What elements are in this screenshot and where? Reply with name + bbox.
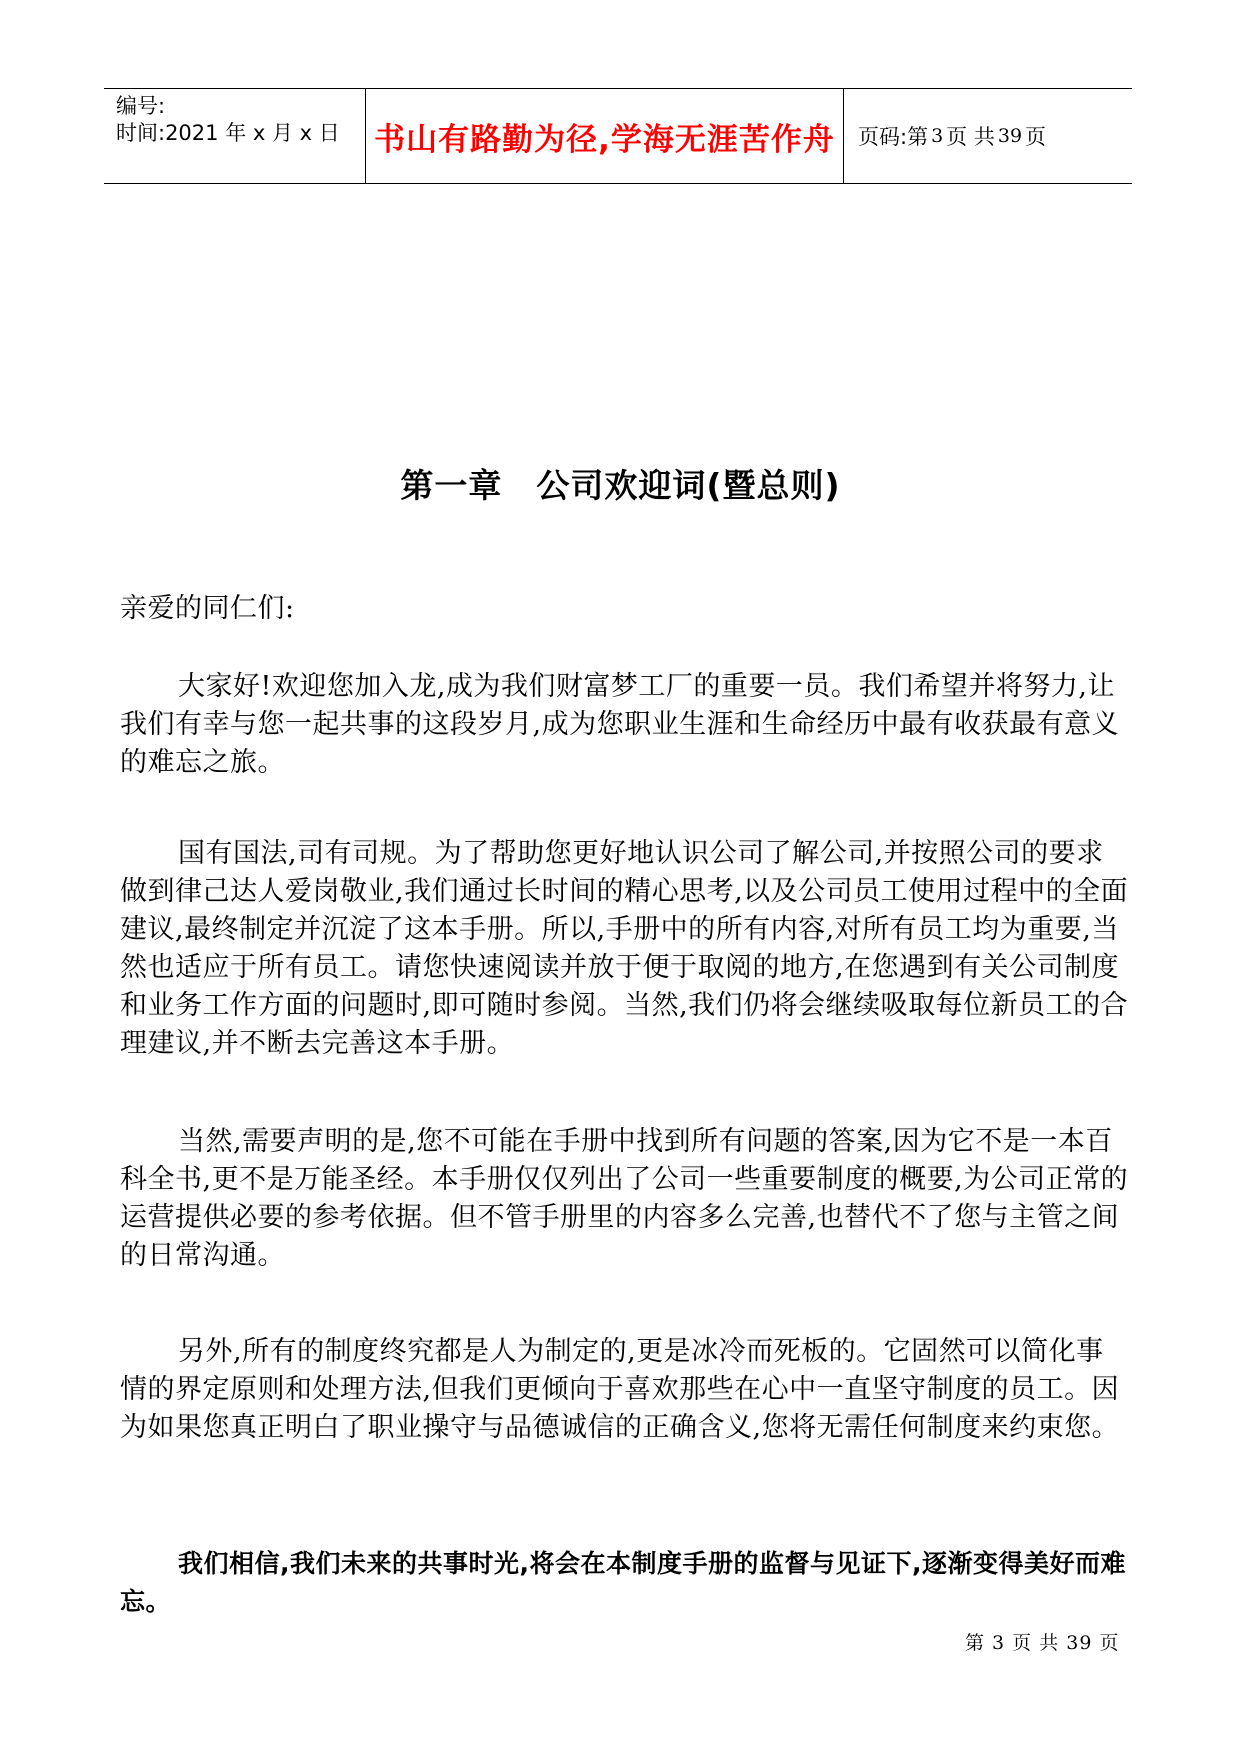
- footer-page-number: 第 3 页 共 39 页: [965, 1632, 1120, 1654]
- page-total: 39: [997, 125, 1023, 147]
- document-header: [104, 88, 1132, 184]
- paragraph-disclaimer: 当然,需要声明的是,您不可能在手册中找到所有问题的答案,因为它不是一本百科全书,更不是万能圣经。本手册仅仅列出了公司一些重要制度的概要,为公司正常的运营提供必要的参考依据。但不管手册里的内容多么完善,也替代不了您与主管之间的日常沟通。: [120, 1126, 1129, 1271]
- document-number-label: 编号:: [116, 94, 166, 118]
- paragraph-handbook-purpose: 国有国法,司有司规。为了帮助您更好地认识公司了解公司,并按照公司的要求做到律己达人爱岗敬业,我们通过长时间的精心思考,以及公司员工使用过程中的全面建议,最终制定并沉淀了这本手册。所以,手册中的所有内容,对所有员工均为重要,当然也适应于所有员工。请您快速阅读并放于便于取阅的地方,在您遇到有关公司制度和业务工作方面的问题时,即可随时参阅。当然,我们仍将会继续吸取每位新员工的合理建议,并不断去完善这本手册。: [120, 838, 1129, 1059]
- chapter-title: 第一章 公司欢迎词(暨总则): [400, 466, 841, 505]
- page-mid: 页 共: [946, 125, 995, 149]
- document-time-label: 时间:2021 年 x 月 x 日: [116, 121, 340, 145]
- salutation: 亲爱的同仁们:: [120, 593, 295, 624]
- page-suffix: 页: [1025, 125, 1047, 149]
- header-page-info: [844, 89, 1132, 183]
- paragraph-welcome: 大家好!欢迎您加入龙,成为我们财富梦工厂的重要一员。我们希望并将努力,让我们有幸与您一起共事的这段岁月,成为您职业生涯和生命经历中最有收获最有意义的难忘之旅。: [120, 671, 1120, 778]
- paragraph-rules-philosophy: 另外,所有的制度终究都是人为制定的,更是冰冷而死板的。它固然可以简化事情的界定原则和处理方法,但我们更倾向于喜欢那些在心中一直坚守制度的员工。因为如果您真正明白了职业操守与品德诚信的正确含义,您将无需任何制度来约束您。: [120, 1336, 1120, 1443]
- header-meta-cell: [104, 89, 366, 183]
- paragraph-closing-statement: 我们相信,我们未来的共事时光,将会在本制度手册的监督与见证下,逐渐变得美好而难忘。: [120, 1549, 1126, 1616]
- page-prefix: 页码:第: [858, 125, 929, 149]
- page-current: 3: [931, 125, 944, 147]
- header-motto: 书山有路勤为径,学海无涯苦作舟: [366, 89, 844, 183]
